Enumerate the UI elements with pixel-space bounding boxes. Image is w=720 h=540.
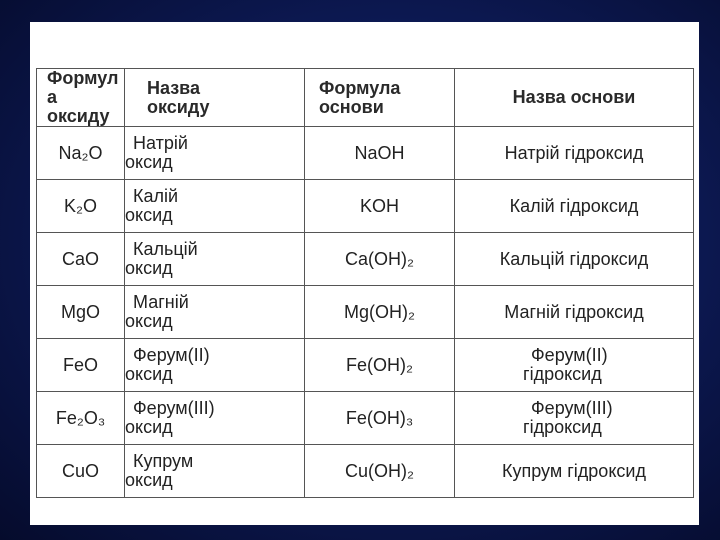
oxide-name-cell — [125, 127, 305, 180]
table-row — [37, 445, 694, 498]
base-formula-cell: Fe(OH)₂ — [305, 339, 455, 392]
base-name-cell — [455, 233, 694, 286]
oxide-name-cell — [125, 180, 305, 233]
oxide-name-line: Купрум — [133, 451, 194, 471]
table-row — [37, 392, 694, 445]
oxide-formula-cell: Fe₂O₃ — [37, 392, 125, 445]
oxide-name-line: оксид — [125, 364, 173, 384]
base-name-line: гідроксид — [523, 417, 602, 437]
base-name-line: Кальцій гідроксид — [499, 248, 649, 269]
base-name-cell — [455, 180, 694, 233]
table-header-row — [37, 69, 694, 127]
base-name-line: Магній гідроксид — [504, 301, 644, 322]
base-name-cell — [455, 339, 694, 392]
base-name-cell — [455, 286, 694, 339]
oxide-name-line: оксид — [125, 311, 173, 331]
oxide-name-line: Кальцій — [133, 239, 198, 259]
oxide-name-line: Ферум(ІІІ) — [133, 398, 215, 418]
oxide-name-line: оксид — [125, 470, 173, 490]
oxide-name-line: оксид — [125, 152, 173, 172]
oxide-formula-cell: MgO — [37, 286, 125, 339]
oxide-name-line: Ферум(ІІ) — [133, 345, 210, 365]
base-formula-cell: NaOH — [305, 127, 455, 180]
header-oxide-name: Назва оксиду — [125, 69, 305, 127]
base-name-line: Ферум(ІІ) — [531, 345, 608, 365]
base-formula-cell: Mg(OH)₂ — [305, 286, 455, 339]
oxide-formula-cell: K₂O — [37, 180, 125, 233]
base-name-line: Калій гідроксид — [509, 195, 639, 216]
base-name-cell — [455, 392, 694, 445]
base-name-line: Купрум гідроксид — [502, 460, 646, 481]
oxide-name-line: Магній — [133, 292, 189, 312]
oxide-name-cell — [125, 286, 305, 339]
oxide-name-line: Натрій — [133, 133, 188, 153]
table-row — [37, 233, 694, 286]
base-formula-cell: Cu(OH)₂ — [305, 445, 455, 498]
header-base-name: Назва основи — [455, 69, 694, 127]
base-formula-cell: KOH — [305, 180, 455, 233]
header-base-formula: Формула основи — [305, 69, 455, 127]
base-formula-cell: Ca(OH)₂ — [305, 233, 455, 286]
header-oxide-formula: Формул а оксиду — [37, 69, 125, 127]
oxide-name-line: оксид — [125, 258, 173, 278]
oxide-formula-cell: Na₂O — [37, 127, 125, 180]
oxide-formula-cell: FeO — [37, 339, 125, 392]
oxides-bases-table — [36, 68, 694, 498]
oxide-name-line: оксид — [125, 205, 173, 225]
oxide-name-cell — [125, 339, 305, 392]
oxide-formula-cell: CaO — [37, 233, 125, 286]
oxide-formula-cell: CuO — [37, 445, 125, 498]
table-row — [37, 180, 694, 233]
oxide-name-cell — [125, 392, 305, 445]
base-name-cell — [455, 127, 694, 180]
base-name-cell — [455, 445, 694, 498]
table-row — [37, 127, 694, 180]
oxide-name-cell — [125, 445, 305, 498]
base-name-line: Натрій гідроксид — [504, 142, 644, 163]
base-name-line: гідроксид — [523, 364, 602, 384]
table-row — [37, 339, 694, 392]
slide-panel — [30, 22, 699, 525]
base-name-line: Ферум(ІІІ) — [531, 398, 613, 418]
oxide-name-line: Калій — [133, 186, 179, 206]
table-row — [37, 286, 694, 339]
oxide-name-line: оксид — [125, 417, 173, 437]
oxide-name-cell — [125, 233, 305, 286]
base-formula-cell: Fe(OH)₃ — [305, 392, 455, 445]
